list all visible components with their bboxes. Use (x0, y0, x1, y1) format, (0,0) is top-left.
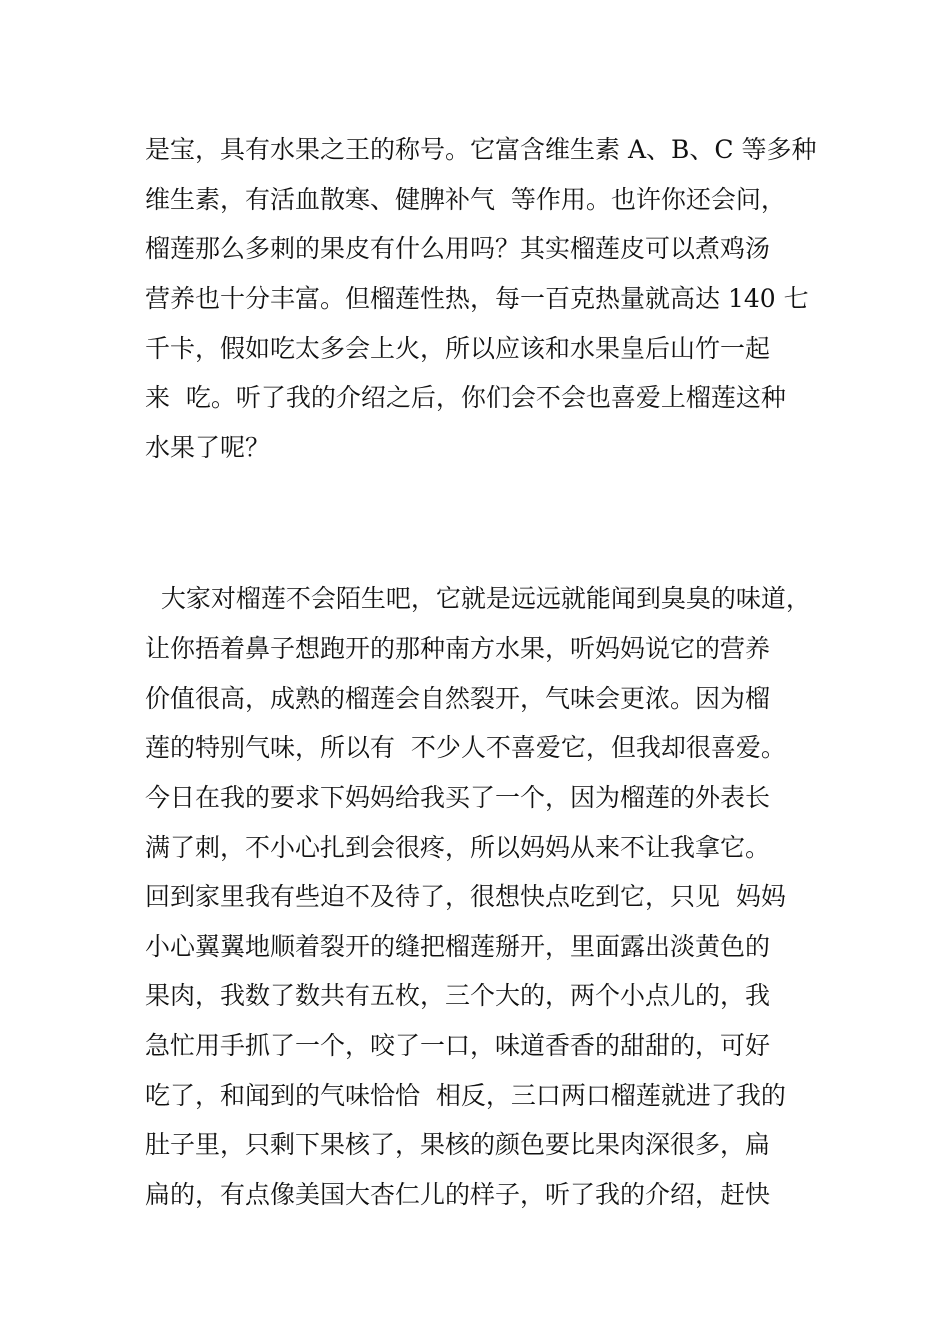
text-line: 水果了呢？ (145, 433, 271, 462)
text-line: 今日在我的要求下妈妈给我买了一个，因为榴莲的外表长 (145, 783, 771, 812)
text-line: 果肉，我数了数共有五枚，三个大的，两个小点儿的，我 (145, 981, 771, 1010)
text-line: 价值很高，成熟的榴莲会自然裂开，气味会更浓。因为榴 (145, 684, 771, 713)
text-line: 扁的，有点像美国大杏仁儿的样子，听了我的介绍，赶快 (145, 1180, 771, 1209)
text-line: 小心翼翼地顺着裂开的缝把榴莲掰开，里面露出淡黄色的 (145, 932, 771, 961)
text-line: 是宝，具有水果之王的称号。它富含维生素 A、B、C 等多种 (145, 135, 817, 164)
text-line: 莲的特别气味，所以有 不少人不喜爱它，但我却很喜爱。 (145, 733, 786, 762)
text-line: 回到家里我有些迫不及待了，很想快点吃到它，只见 妈妈 (145, 882, 786, 911)
text-line: 大家对榴莲不会陌生吧，它就是远远就能闻到臭臭的味道， (145, 584, 811, 613)
text-line: 来 吃。听了我的介绍之后，你们会不会也喜爱上榴莲这种 (145, 383, 786, 412)
text-line: 让你捂着鼻子想跑开的那种南方水果，听妈妈说它的营养 (145, 634, 771, 663)
text-line: 吃了，和闻到的气味恰恰 相反，三口两口榴莲就进了我的 (145, 1081, 786, 1110)
text-line: 急忙用手抓了一个，咬了一口，味道香香的甜甜的，可好 (145, 1031, 771, 1060)
text-line: 营养也十分丰富。但榴莲性热，每一百克热量就高达 140 七 (145, 284, 809, 313)
text-line: 榴莲那么多刺的果皮有什么用吗？其实榴莲皮可以煮鸡汤 (145, 234, 771, 263)
text-line: 千卡，假如吃太多会上火，所以应该和水果皇后山竹一起 (145, 334, 771, 363)
text-line: 肚子里，只剩下果核了，果核的颜色要比果肉深很多，扁 (145, 1130, 771, 1159)
text-line: 满了刺，不小心扎到会很疼，所以妈妈从来不让我拿它。 (145, 833, 771, 862)
text-line: 维生素，有活血散寒、健脾补气 等作用。也许你还会问， (145, 185, 786, 214)
